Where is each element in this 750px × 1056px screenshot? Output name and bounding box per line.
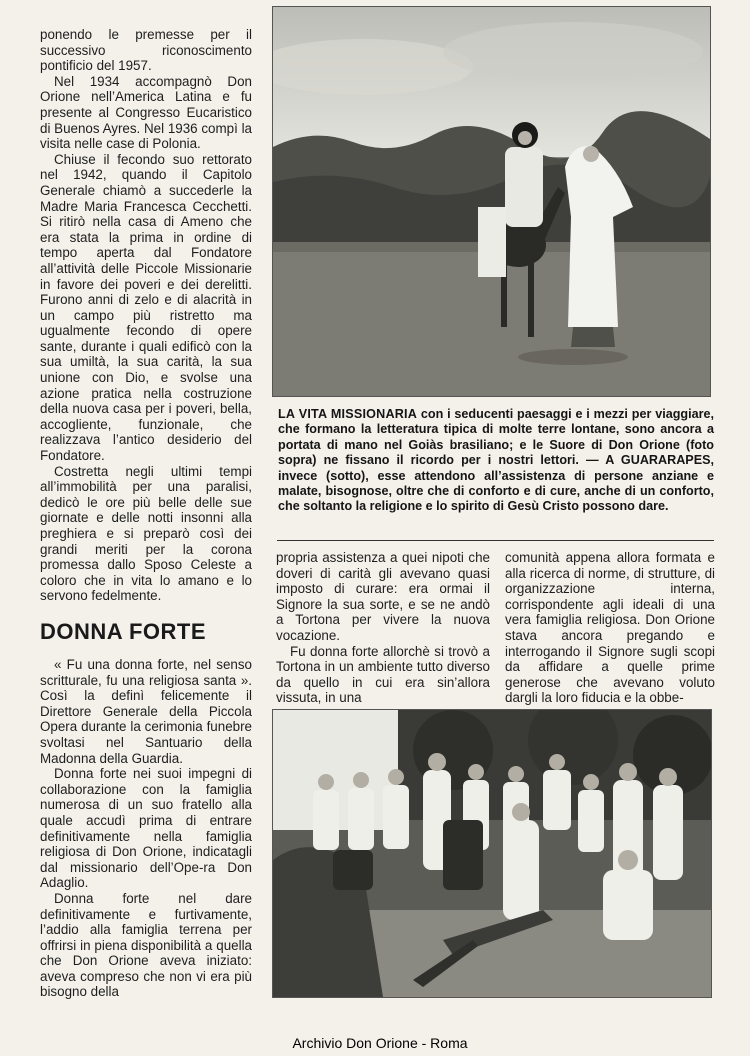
paragraph: Nel 1934 accompagnò Don Orione nell’America Latina e fu presente al Congresso Eucaristico di Buenos Ayres. Nel 1936 compì la visita nelle case di Polonia. <box>40 73 252 152</box>
paragraph: ponendo le premesse per il successivo riconoscimento pontificio del 1957. <box>40 27 252 74</box>
paragraph: Chiuse il fecondo suo rettorato nel 1942, quando il Capitolo Generale chiamò a succederle la Madre Maria Francesca Cecchetti. Si ritirò nella casa di Ameno che era stata la prima in ordine di tempo aperta dal Fondatore all’attività delle Piccole Missionarie in favore dei poveri e dei derelitti. Furono anni di zelo e di alacrità in un campo più ristretto ma ugualmente fecondo di opere sante, durante i quali edificò con la sua umiltà, la sua carità, la sua unione con Dio, e svolse una azione pratica nella costruzione della nuova casa per i poveri, bella, accogliente, funzionale, che realizzava l’antico desiderio del Fondatore. <box>40 151 252 464</box>
paragraph: propria assistenza a quei nipoti che doveri di carità gli avevano quasi imposto di curare: era ormai il Signore la sua sorte, e se ne andò a Tortona per vivere la nuova vocazione. <box>276 550 490 643</box>
paragraph: « Fu una donna forte, nel senso scritturale, fu una religiosa santa ». Così la definì felicemente il Direttore Generale della Piccola Opera durante la cerimonia funebre svoltasi nel Santuario della Madonna della Guardia. <box>40 657 252 766</box>
paragraph: Fu donna forte allorchè si trovò a Tortona in un ambiente tutto diverso da quello in cui era sin’allora vissuta, in una <box>276 643 490 706</box>
archive-footer: Archivio Don Orione - Roma <box>292 1035 468 1051</box>
caption-lead: LA VITA MISSIONARIA <box>278 407 418 421</box>
middle-column <box>276 550 490 706</box>
paragraph: comunità appena allora formata e alla ricerca di norme, di strutture, di organizzazione interna, corrispondente agli ideali di una vera famiglia religiosa. Don Orione stava ancora pregando e interrogando il Signore sugli scopi da affidare a quelle prime generose che avevano voluto dargli la loro fiducia e la obbe- <box>505 550 715 706</box>
paragraph: Donna forte nei suoi impegni di collaborazione con la famiglia numerosa di un suo fratello alla quale accudì prima di entrare definitivamente nella famiglia religiosa di Don Orione, indicatagli dal missionario dell’Ope-ra Don Adaglio. <box>40 766 252 891</box>
divider <box>277 540 714 541</box>
photo-nuns-with-donkey <box>272 6 711 397</box>
left-column-bottom <box>40 657 252 1000</box>
paragraph: Donna forte nel dare definitivamente e furtivamente, l’addio alla famiglia terrena per offrirsi in piena disponibilità a quella che Don Orione aveva iniziato: aveva compreso che non vi era più bisogno della <box>40 890 252 1000</box>
group-illustration <box>273 710 711 997</box>
paragraph: Costretta negli ultimi tempi all’immobilità per una paralisi, dedicò le ore più belle delle sue giornate e delle notti insonni alla preghiera e si preparò così dei grandi meriti per la corona promessa dallo Sposo Celeste a coloro che in vita lo amano e lo servono fedelmente. <box>40 463 252 604</box>
photo-caption <box>278 407 714 515</box>
nuns-donkey-illustration <box>273 7 710 396</box>
right-column <box>505 550 715 706</box>
caption-text: con i seducenti paesaggi e i mezzi per viaggiare, che formano la letteratura tipica di molte terre lontane, sono ancora a portata di mano nel Goiàs brasiliano; e le Suore di Don Orione (foto sopra) ne fissano il ricordo per i nostri lettori. — A GUARARAPES, invece (sotto), esse attendono all’assistenza di persone anziane e malate, bisognose, oltre che di conforto e di cure, anche di un conforto, che soltanto la religione e lo spirito di Gesù Cristo possono dare. <box>278 407 714 514</box>
photo-guararapes-group <box>272 709 712 998</box>
section-heading: DONNA FORTE <box>40 619 207 644</box>
left-column-top <box>40 27 252 604</box>
